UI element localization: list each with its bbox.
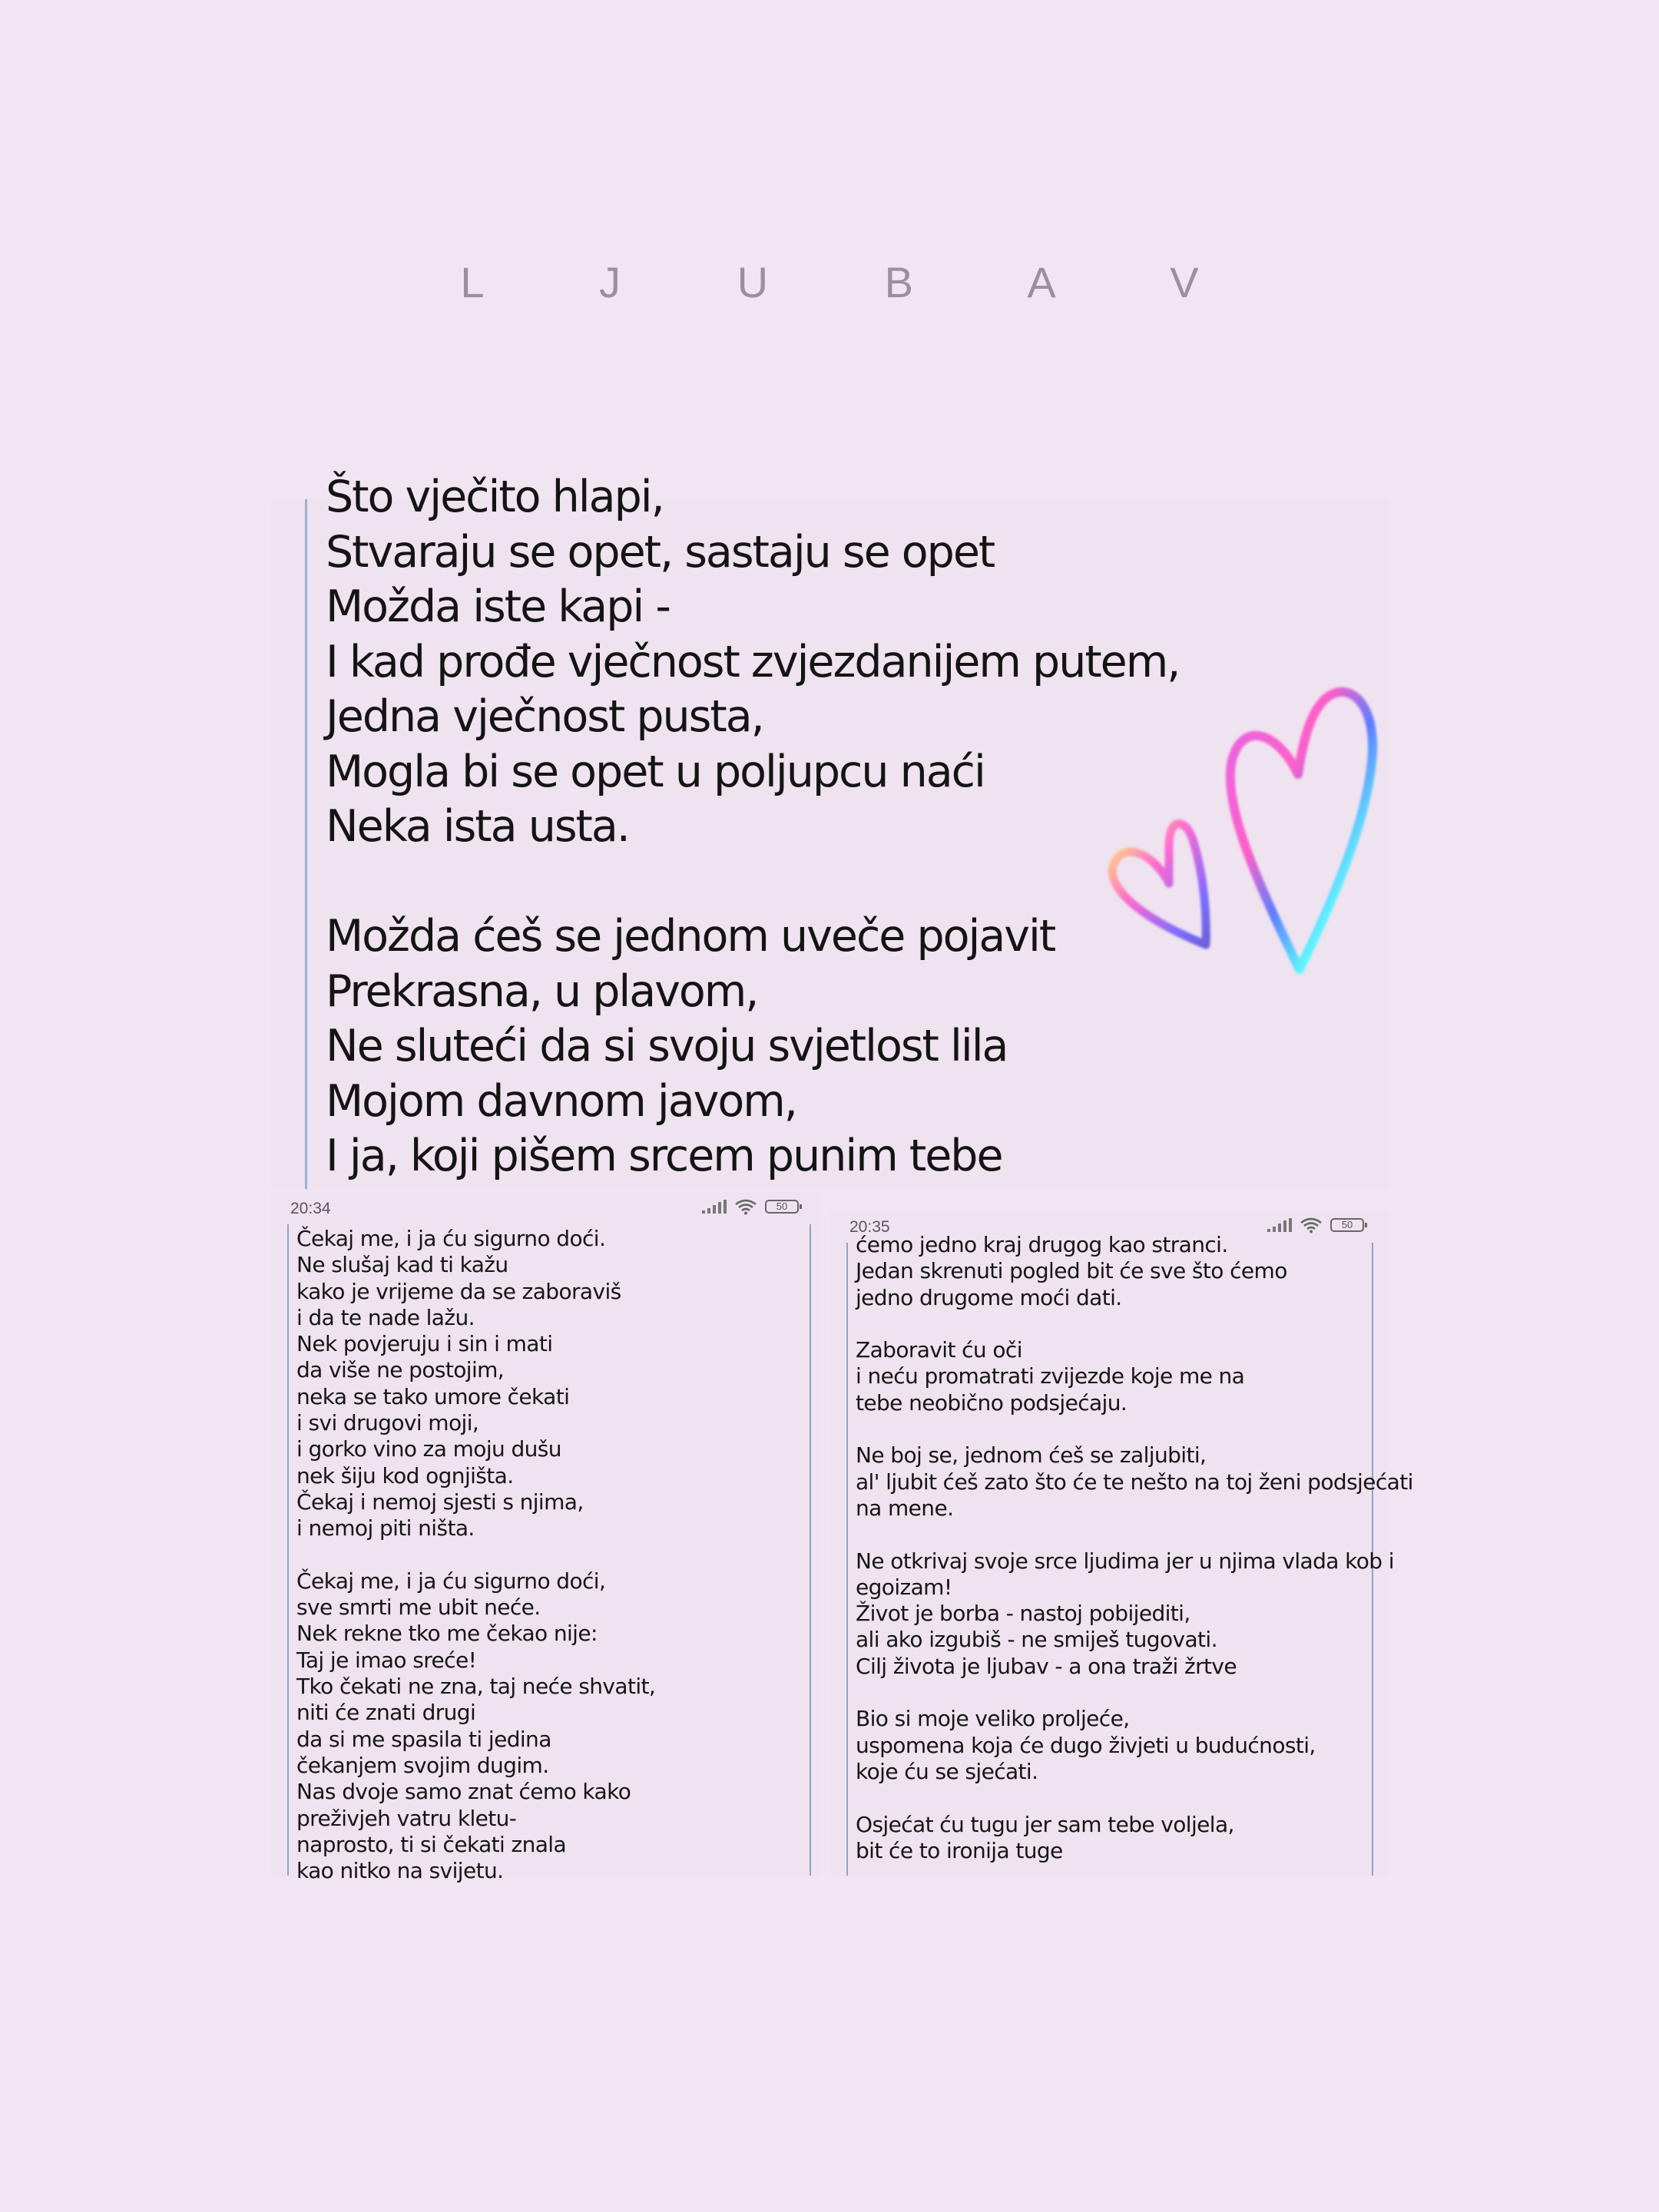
poem-line: kao nitko na svijetu. xyxy=(296,1858,504,1884)
poem-line: Zaboravit ću oči xyxy=(856,1337,1022,1363)
poem-line: i svi drugovi moji, xyxy=(296,1410,479,1436)
poem-line: Možda iste kapi - xyxy=(326,581,670,632)
left-poem-body xyxy=(289,1224,810,1884)
poem-line: Nek rekne tko me čekao nije: xyxy=(296,1621,598,1647)
poem-line: Osjećat ću tugu jer sam tebe voljela, xyxy=(856,1811,1234,1837)
poem-line: ćemo jedno kraj drugog kao stranci. xyxy=(856,1232,1228,1257)
poem-line: Čekaj i nemoj sjesti s njima, xyxy=(296,1488,584,1515)
rainbow-hearts-doodle xyxy=(1084,645,1392,998)
poem-line: da više ne postojim, xyxy=(296,1357,505,1383)
poem-line: Što vječito hlapi, xyxy=(326,472,664,522)
status-time: 20:34 xyxy=(290,1200,331,1217)
wifi-icon xyxy=(734,1198,757,1215)
poem-line: I kad prođe vječnost zvjezdanijem putem, xyxy=(326,636,1180,687)
poem-line xyxy=(856,1680,1413,1706)
poem-line: Ne slušaj kad ti kažu xyxy=(296,1252,508,1278)
poem-line: Čekaj me, i ja ću sigurno doći, xyxy=(296,1568,606,1594)
poem-line: Nas dvoje samo znat ćemo kako xyxy=(296,1779,631,1805)
poem-line: nek šiju kod ognjišta. xyxy=(296,1462,514,1488)
status-bar xyxy=(270,1192,820,1224)
poem-line xyxy=(296,1542,655,1568)
poem-line xyxy=(326,855,1179,910)
poem-line: I ja, koji pišem srcem punim tebe xyxy=(326,1131,1002,1181)
poem-line: Neka ista usta. xyxy=(326,801,629,852)
poem-line: Nek povjeruju i sin i mati xyxy=(296,1331,553,1357)
poem-line: Bio si moje veliko proljeće, xyxy=(856,1706,1130,1732)
left-phone-screenshot xyxy=(270,1192,820,1884)
small-heart xyxy=(1112,823,1206,945)
wifi-icon xyxy=(1300,1217,1323,1233)
poem-line: Čekaj me, i ja ću sigurno doći. xyxy=(296,1226,606,1251)
signal-icon xyxy=(702,1200,727,1214)
page-title: L J U B A V xyxy=(460,258,1251,306)
signal-icon xyxy=(1267,1218,1292,1232)
battery-icon: 50 xyxy=(765,1200,799,1214)
poem-line: kako je vrijeme da se zaboraviš xyxy=(296,1278,621,1304)
poem-line xyxy=(856,1785,1413,1811)
poem-line: Ne sluteći da si svoju svjetlost lila xyxy=(326,1021,1008,1071)
status-time: 20:35 xyxy=(849,1218,890,1236)
right-margin-rule xyxy=(810,1224,811,1876)
poem-line: i neću promatrati zvijezde koje me na xyxy=(856,1363,1245,1389)
poem-line: da si me spasila ti jedina xyxy=(296,1726,551,1752)
poem-line: Taj je imao sreće! xyxy=(296,1647,477,1673)
poem-line: al' ljubit ćeš zato što će te nešto na toj ženi podsjećati xyxy=(856,1469,1413,1495)
poem-line: čekanjem svojim dugim. xyxy=(296,1752,549,1778)
poem-line: koje ću se sjećati. xyxy=(856,1758,1038,1784)
poem-line: Ne boj se, jednom ćeš se zaljubiti, xyxy=(856,1442,1207,1469)
right-poem-lines xyxy=(856,1232,1413,1864)
poem-line: Život je borba - nastoj pobijediti, xyxy=(856,1601,1190,1627)
poem-line: bit će to ironija tuge xyxy=(856,1837,1063,1863)
poem-line: niti će znati drugi xyxy=(296,1700,476,1726)
big-heart xyxy=(1230,692,1373,969)
poem-line: uspomena koja će dugo živjeti u budućnosti, xyxy=(856,1732,1316,1758)
margin-rule xyxy=(305,499,307,1189)
right-phone-screenshot xyxy=(830,1210,1413,1876)
poem-line xyxy=(856,1311,1413,1337)
poem-line: na mene. xyxy=(856,1495,954,1521)
poem-line: i gorko vino za moju dušu xyxy=(296,1436,561,1462)
poem-line: i nemoj piti ništa. xyxy=(296,1515,475,1541)
poem-line: sve smrti me ubit neće. xyxy=(296,1594,541,1621)
poem-line xyxy=(856,1416,1413,1442)
poem-line: neka se tako umore čekati xyxy=(296,1383,570,1409)
poem-line: Stvaraju se opet, sastaju se opet xyxy=(326,526,995,578)
poem-line: ali ako izgubiš - ne smiješ tugovati. xyxy=(856,1627,1217,1653)
poem-line: preživjeh vatru kletu- xyxy=(296,1805,517,1831)
poem-line: Cilj života je ljubav - a ona traži žrtve xyxy=(856,1653,1237,1679)
top-poem-lines xyxy=(326,470,1179,1184)
poem-line: i da te nade lažu. xyxy=(296,1304,475,1330)
poem-line: egoizam! xyxy=(856,1574,952,1600)
poem-line: Prekrasna, u plavom, xyxy=(326,965,758,1017)
poem-line: naprosto, ti si čekati znala xyxy=(296,1831,567,1857)
poem-line: jedno drugome moći dati. xyxy=(856,1284,1122,1310)
poem-line xyxy=(856,1522,1413,1548)
poem-line: Mogla bi se opet u poljupcu naći xyxy=(326,746,985,797)
poem-line: Možda ćeš se jednom uveče pojavit xyxy=(326,911,1055,962)
poem-line: Ne otkrivaj svoje srce ljudima jer u njima vlada kob i xyxy=(856,1548,1394,1574)
battery-icon: 50 xyxy=(1330,1218,1364,1232)
poem-line: Jedan skrenuti pogled bit će sve što ćemo xyxy=(856,1258,1287,1284)
poem-line: Jedna vječnost pusta, xyxy=(326,691,763,742)
top-poem-screenshot xyxy=(270,472,1389,1189)
left-poem-lines xyxy=(296,1226,655,1884)
right-poem-body xyxy=(848,1232,1413,1876)
poem-line: Tko čekati ne zna, taj neće shvatit, xyxy=(296,1674,656,1700)
poem-line: Mojom davnom javom, xyxy=(326,1075,796,1127)
poem-line: tebe neobično podsjećaju. xyxy=(856,1389,1128,1416)
